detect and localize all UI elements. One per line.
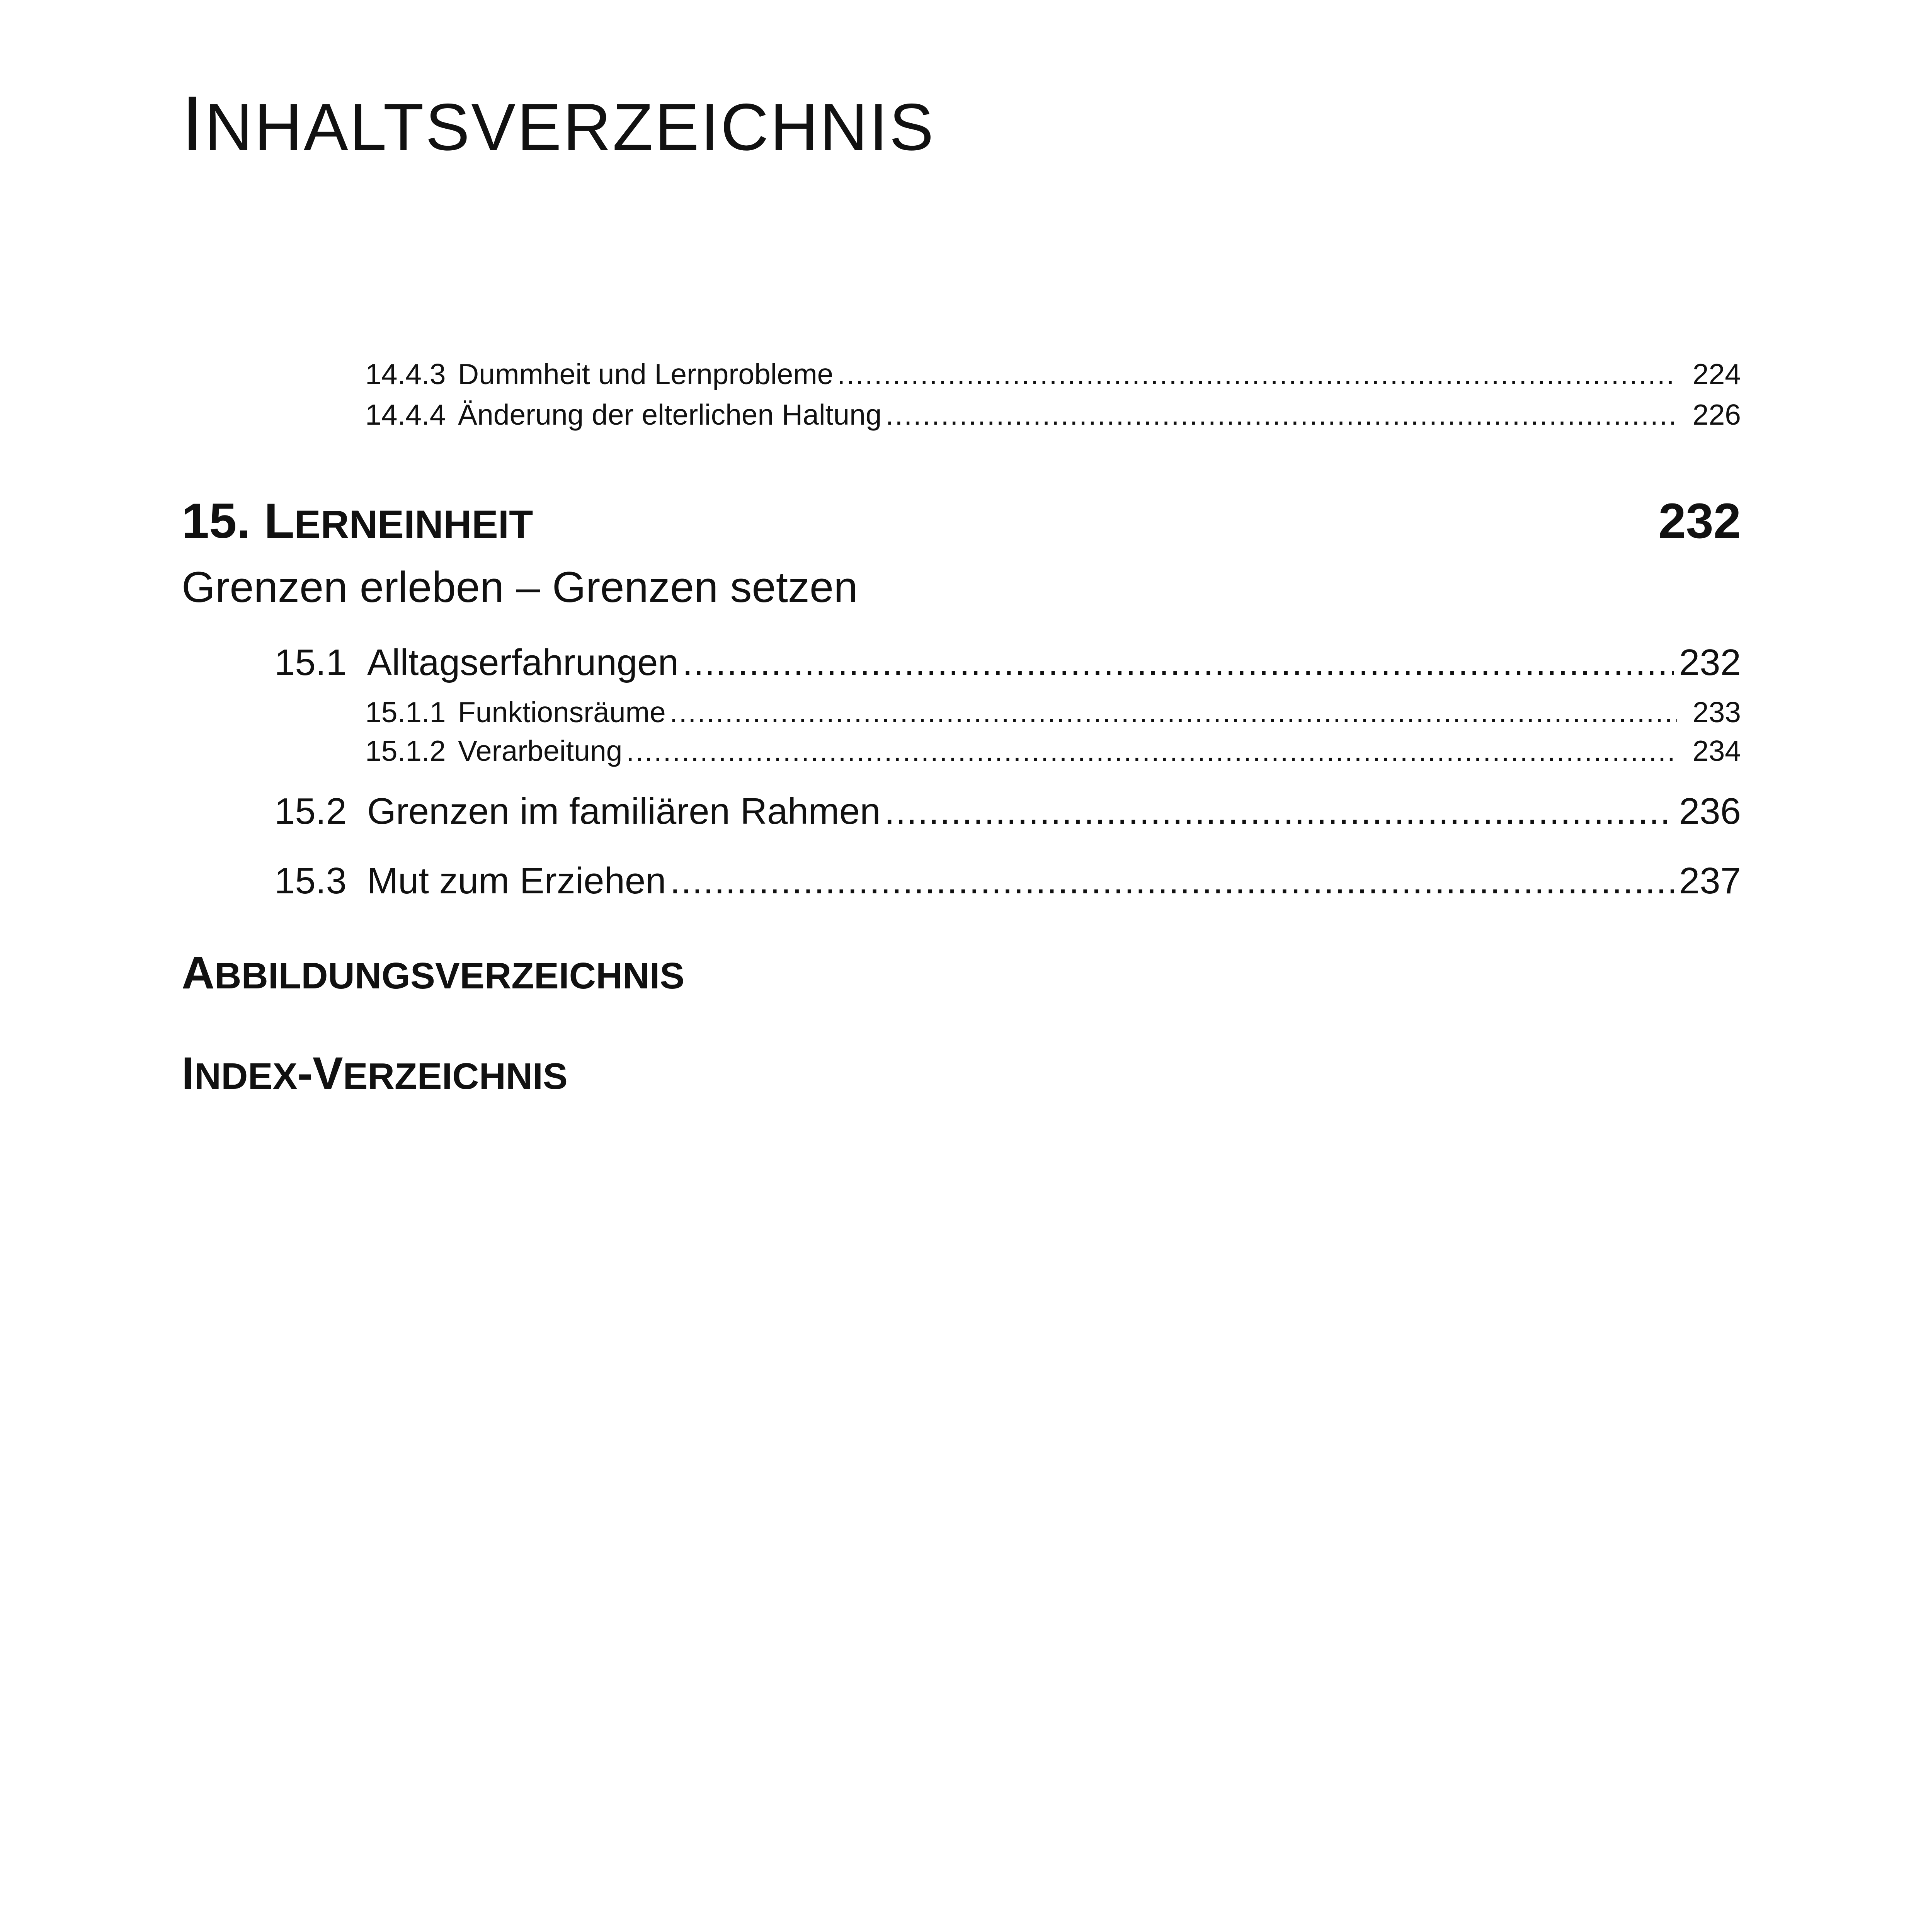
dot-leader <box>670 860 1674 902</box>
toc-chapter-15[interactable] <box>182 493 1741 549</box>
toc-entry-page: 237 <box>1679 860 1741 901</box>
toc-entry-page: 226 <box>1692 398 1741 431</box>
toc-index-verzeichnis[interactable]: INDEX-VERZEICHNIS <box>182 1048 568 1099</box>
dot-leader <box>885 790 1674 833</box>
toc-entry-14-4-4[interactable] <box>365 398 1741 431</box>
toc-entry-15-2[interactable] <box>274 790 1741 833</box>
dot-leader <box>626 734 1677 767</box>
page-title: INHALTSVERZEICHNIS <box>182 80 935 167</box>
chapter-title: 15. LERNEINHEIT <box>182 493 533 549</box>
toc-entry-14-4-3[interactable] <box>365 357 1741 391</box>
toc-entry-number: 14.4.4 <box>365 398 446 431</box>
dot-leader <box>670 696 1677 729</box>
toc-entry-number: 15.1.1 <box>365 696 446 728</box>
dot-leader <box>886 398 1677 431</box>
chapter-subtitle: Grenzen erleben – Grenzen setzen <box>182 563 858 611</box>
toc-entry-label: Funktionsräume <box>458 696 666 728</box>
toc-entry-page: 233 <box>1692 696 1741 728</box>
dot-leader <box>682 641 1674 684</box>
dot-leader <box>837 357 1677 391</box>
toc-entry-15-1-2[interactable] <box>365 734 1741 767</box>
toc-entry-label: Alltagserfahrungen <box>367 642 679 683</box>
toc-entry-page: 234 <box>1692 735 1741 767</box>
toc-entry-label: Änderung der elterlichen Haltung <box>458 398 882 431</box>
toc-entry-page: 236 <box>1679 791 1741 832</box>
chapter-page: 232 <box>1658 493 1741 549</box>
toc-entry-label: Mut zum Erziehen <box>367 860 666 901</box>
toc-entry-page: 232 <box>1679 642 1741 683</box>
toc-entry-label: Verarbeitung <box>458 735 623 767</box>
toc-entry-label: Grenzen im familiären Rahmen <box>367 791 881 832</box>
toc-abbildungsverzeichnis[interactable]: ABBILDUNGSVERZEICHNIS <box>182 947 685 998</box>
toc-entry-number: 15.2 <box>274 791 347 832</box>
toc-entry-number: 15.1.2 <box>365 735 446 767</box>
toc-entry-15-1-1[interactable] <box>365 696 1741 729</box>
toc-entry-page: 224 <box>1692 358 1741 390</box>
toc-entry-15-1[interactable] <box>274 641 1741 684</box>
toc-entry-number: 15.3 <box>274 860 347 901</box>
toc-entry-label: Dummheit und Lernprobleme <box>458 358 834 390</box>
toc-entry-15-3[interactable] <box>274 860 1741 902</box>
toc-entry-number: 14.4.3 <box>365 358 446 390</box>
toc-entry-number: 15.1 <box>274 642 347 683</box>
